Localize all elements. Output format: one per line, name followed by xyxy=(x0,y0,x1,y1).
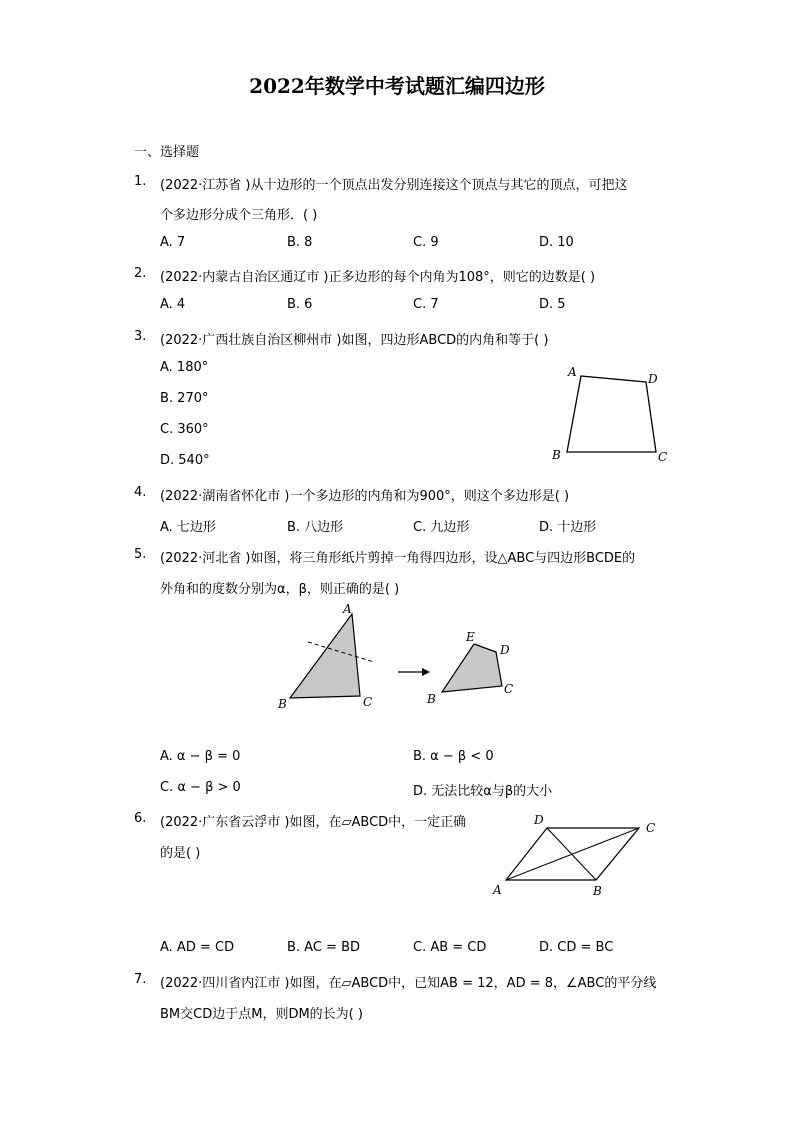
section-heading: 一、选择题 xyxy=(134,145,200,160)
option-d[interactable]: D. 无法比较α与β的大小 xyxy=(413,784,553,799)
option-b[interactable]: B. 8 xyxy=(287,235,313,250)
triangle-abc xyxy=(290,614,360,698)
option-c[interactable]: C. 7 xyxy=(413,297,439,312)
quadrilateral-figure xyxy=(548,362,678,466)
question-number: 7. xyxy=(134,972,147,987)
question-text: (2022·内蒙古自治区通辽市 )正多边形的每个内角为108°，则它的边数是( ) xyxy=(160,270,596,285)
option-b[interactable]: B. 八边形 xyxy=(287,520,344,535)
vertex-label-a: A xyxy=(343,602,352,616)
option-d[interactable]: D. 540° xyxy=(160,453,210,468)
question-text: BM交CD边于点M，则DM的长为( ) xyxy=(160,1007,363,1022)
vertex-label-c: C xyxy=(363,695,373,709)
question-number: 2. xyxy=(134,266,147,281)
option-a[interactable]: A. 4 xyxy=(160,297,186,312)
vertex-label-c: C xyxy=(504,682,514,696)
option-a[interactable]: A. 180° xyxy=(160,360,209,375)
option-c[interactable]: C. α − β > 0 xyxy=(160,780,241,795)
option-d[interactable]: D. 5 xyxy=(539,297,566,312)
question-text: 外角和的度数分别为α，β，则正确的是( ) xyxy=(160,582,400,597)
vertex-label-b: B xyxy=(278,697,287,711)
option-d[interactable]: D. 10 xyxy=(539,235,574,250)
parallelogram-figure xyxy=(486,808,666,900)
vertex-label-a: A xyxy=(568,365,577,379)
option-a[interactable]: A. 7 xyxy=(160,235,186,250)
vertex-label-b: B xyxy=(427,692,436,706)
question-text: 的是( ) xyxy=(160,846,201,861)
option-b[interactable]: B. α − β < 0 xyxy=(413,749,494,764)
question-text: (2022·广西壮族自治区柳州市 )如图，四边形ABCD的内角和等于( ) xyxy=(160,333,549,348)
diagonal-bd xyxy=(547,828,596,880)
option-b[interactable]: B. 270° xyxy=(160,391,209,406)
arrow-head xyxy=(422,668,430,676)
option-a[interactable]: A. 七边形 xyxy=(160,520,216,535)
option-a[interactable]: A. AD = CD xyxy=(160,940,235,955)
vertex-label-b: B xyxy=(593,884,602,898)
question-text: (2022·河北省 )如图，将三角形纸片剪掉一角得四边形，设△ABC与四边形BCDE的 xyxy=(160,551,636,566)
option-d[interactable]: D. CD = BC xyxy=(539,940,614,955)
vertex-label-c: C xyxy=(658,450,668,464)
vertex-label-b: B xyxy=(552,448,561,462)
option-d[interactable]: D. 十边形 xyxy=(539,520,597,535)
vertex-label-d: D xyxy=(648,372,658,386)
vertex-label-d: D xyxy=(500,643,510,657)
question-number: 5. xyxy=(134,547,147,562)
question-text: 个多边形分成个三角形．( ) xyxy=(160,208,318,223)
quadrilateral-bcde xyxy=(442,644,502,692)
vertex-label-a: A xyxy=(493,883,502,897)
question-text: (2022·四川省内江市 )如图，在▱ABCD中，已知AB = 12，AD = 8，∠ABC的平分线 xyxy=(160,976,657,991)
cut-triangle-figure xyxy=(270,598,530,714)
vertex-label-e: E xyxy=(466,630,475,644)
vertex-label-c: C xyxy=(646,821,656,835)
question-text: (2022·广东省云浮市 )如图，在▱ABCD中，一定正确 xyxy=(160,815,467,830)
question-text: (2022·江苏省 )从十边形的一个顶点出发分别连接这个顶点与其它的顶点，可把这 xyxy=(160,178,628,193)
question-number: 6. xyxy=(134,811,147,826)
question-text: (2022·湖南省怀化市 )一个多边形的内角和为900°，则这个多边形是( ) xyxy=(160,489,570,504)
question-number: 1. xyxy=(134,174,147,189)
option-c[interactable]: C. AB = CD xyxy=(413,940,487,955)
page-title: 2022年数学中考试题汇编四边形 xyxy=(249,74,545,98)
vertex-label-d: D xyxy=(534,813,544,827)
option-c[interactable]: C. 9 xyxy=(413,235,439,250)
option-c[interactable]: C. 360° xyxy=(160,422,209,437)
option-a[interactable]: A. α − β = 0 xyxy=(160,749,241,764)
question-number: 3. xyxy=(134,329,147,344)
option-b[interactable]: B. AC = BD xyxy=(287,940,361,955)
option-b[interactable]: B. 6 xyxy=(287,297,313,312)
option-c[interactable]: C. 九边形 xyxy=(413,520,470,535)
question-number: 4. xyxy=(134,485,147,500)
